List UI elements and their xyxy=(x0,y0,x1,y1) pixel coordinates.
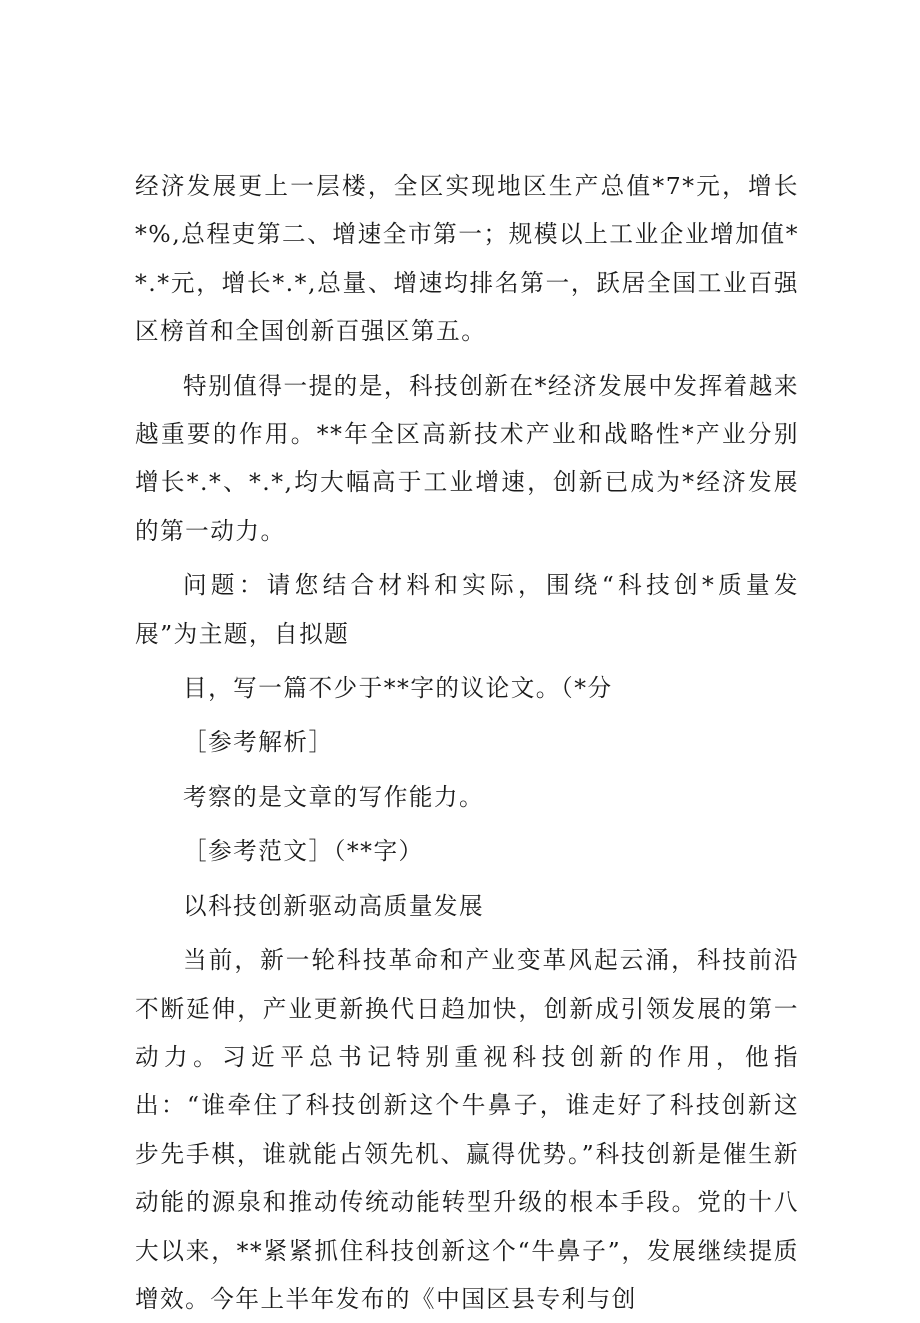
reference-analysis-text: 考察的是文章的写作能力。 xyxy=(183,782,485,811)
paragraph-tech-innovation: 特别值得一提的是，科技创新在*经济发展中发挥着越来越重要的作用。**年全区高新技术产业和战略性*产业分别增长*.*、*.*,均大幅高于工业增速，创新已成为*经济发展的第一动力。 xyxy=(135,371,799,545)
reference-essay-heading: ［参考范文］（**字） xyxy=(183,837,424,866)
essay-body-paragraph: 当前，新一轮科技革命和产业变革风起云涌，科技前沿不断延伸，产业更新换代日趋加快，创新成引领发展的第一动力。习近平总书记特别重视科技创新的作用，他指出：“谁牵住了科技创新这个牛鼻子，谁走好了科技创新这步先手棋，谁就能占领先机、赢得优势。”科技创新是催生新动能的源泉和推动传统动能转型升级的根本手段。党的十八大以来，**紧紧抓住科技创新这个“牛鼻子”，发展继续提质增效。今年上半年发布的《中国区县专利与创 xyxy=(135,946,799,1313)
paragraph-question: 问题：请您结合材料和实际，围绕“科技创*质量发展”为主题，自拟题 xyxy=(135,571,799,648)
reference-analysis-heading: ［参考解析］ xyxy=(183,728,334,757)
paragraph-question-continued: 目，写一篇不少于**字的议论文。（*分 xyxy=(183,674,613,703)
essay-title: 以科技创新驱动高质量发展 xyxy=(183,891,485,920)
document-body xyxy=(135,162,799,1323)
paragraph-economic-growth: 经济发展更上一层楼，全区实现地区生产总值*7*元，增长*%,总程吏第二、增速全市第一；规模以上工业企业增加值**.*元，增长*.*,总量、增速均排名第一，跃居全国工业百强区榜首和全国创新百强区第五。 xyxy=(135,172,799,346)
